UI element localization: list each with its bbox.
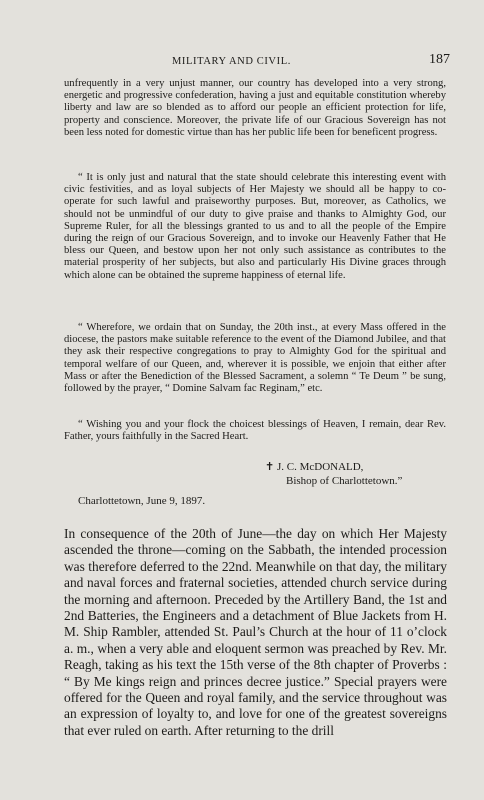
signature-title: Bishop of Charlottetown.” xyxy=(286,475,403,487)
letter-paragraph-2-text: “ It is only just and natural that the state should celebrate this interesting event with civic festivities, and as loyal subjects of Her Majesty we should all be happy to co-operate for such lawful and praiseworthy purposes. But, moreover, as Catholics, we should not be unmindful of our duty to give praise and thanks to Almighty God, our Supreme Ruler, for all the blessings granted to us and to all the people of the Empire during the reign of our Gracious Sovereign, and to invoke our Heavenly Father that He bless our Queen, and bestow upon her not only such assistance as contributes to the material prosperity of her subjects, but also and particularly His Divine graces through which alone can be obtained the supreme happiness of eternal life. xyxy=(64,172,446,281)
signature-name: ✝ J. C. McDONALD, xyxy=(265,461,364,473)
letter-paragraph-1-text: unfrequently in a very unjust manner, our country has developed into a very strong, energetic and progressive confederation, having a just and equitable constitution whereby liberty and law are so blended as to afford our people an efficient protection for life, property and conscience. Moreover, the private life of our Gracious Sovereign has not been less noted for domestic virtue than has her public life been for beneficent progress. xyxy=(64,78,446,138)
page-header xyxy=(0,52,484,72)
letter-paragraph-2 xyxy=(64,172,446,282)
letter-paragraph-3-text: “ Wherefore, we ordain that on Sunday, the 20th inst., at every Mass offered in the diocese, the pastors make suitable reference to the event of the Diamond Jubilee, and that they ask their respective congregations to pray to Almighty God for the spiritual and temporal welfare of our Queen, and, wherever it is possible, we enjoin that either after Mass or after the Benediction of the Blessed Sacrament, a solemn “ Te Deum ” be sung, followed by the prayer, “ Domine Salvam fac Reginam,” etc. xyxy=(64,322,446,395)
letter-paragraph-3 xyxy=(64,322,446,395)
signature-block xyxy=(265,460,465,488)
running-title: MILITARY AND CIVIL. xyxy=(172,56,291,67)
dateline: Charlottetown, June 9, 1897. xyxy=(78,495,206,507)
narrative-text: In consequence of the 20th of June—the day on which Her Majesty ascended the throne—coming on the Sabbath, the intended procession was therefore deferred to the 22nd. Meanwhile on that day, the military and naval forces and fraternal societies, attended church service during the morning and afternoon. Preceded by the Artillery Band, the 1st and 2nd Batteries, the Engineers and a detachment of Blue Jackets from H. M. Ship Rambler, attended St. Paul’s Church at the hour of 11 o’clock a. m., when a very able and eloquent sermon was preached by Rev. Mr. Reagh, taking as his text the 15th verse of the 8th chapter of Proverbs : “ By Me kings reign and princes decree justice.” Special prayers were offered for the Queen and royal family, and the service throughout was an expression of loyalty to, and love for one of the greatest sovereigns that ever ruled on earth. After returning to the drill xyxy=(64,526,447,738)
narrative-paragraph xyxy=(64,526,447,739)
letter-paragraph-1 xyxy=(64,78,446,139)
letter-paragraph-4 xyxy=(64,419,446,443)
letter-paragraph-4-text: “ Wishing you and your flock the choicest blessings of Heaven, I remain, dear Rev. Father, yours faithfully in the Sacred Heart. xyxy=(64,419,446,443)
page-number: 187 xyxy=(429,52,450,67)
